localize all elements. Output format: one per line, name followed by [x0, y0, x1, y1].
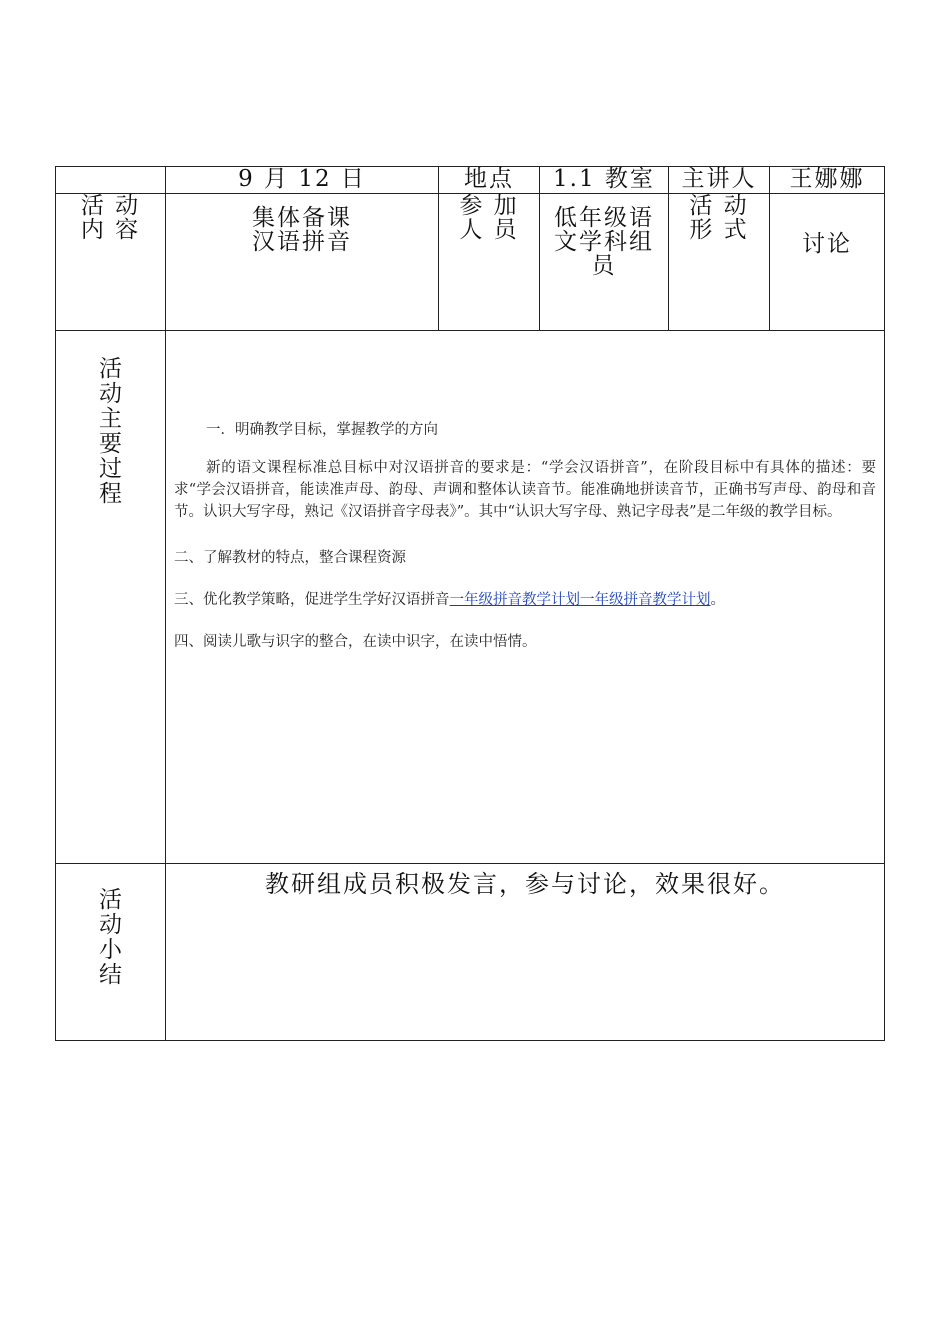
date-cell: 9 月 12 日 — [166, 167, 439, 194]
participants-label-cell — [439, 194, 540, 331]
content-label-cell — [56, 194, 166, 331]
activity-record-table — [55, 166, 885, 1041]
process-item-3 — [174, 589, 876, 611]
info-row — [56, 194, 885, 331]
process-item-4: 四、阅读儿歌与识字的整合，在读中识字，在读中悟情。 — [174, 634, 537, 650]
form-value-cell — [770, 194, 885, 331]
process-content-cell — [166, 331, 885, 864]
content-value-line-1: 集体备课 — [252, 205, 352, 231]
form-value: 讨论 — [802, 231, 852, 257]
speaker-label: 主讲人 — [669, 167, 770, 194]
process-label-cell — [56, 331, 166, 864]
summary-label-cell — [56, 864, 166, 1041]
process-item-2: 二、了解教材的特点，整合课程资源 — [174, 550, 406, 566]
content-label-line-2: 内 容 — [80, 217, 141, 243]
process-item-3-suffix: 。 — [710, 592, 725, 608]
form-label-cell — [669, 194, 770, 331]
speaker-value: 王娜娜 — [770, 167, 885, 194]
participants-value-cell — [540, 194, 669, 331]
participants-value-line-1: 低年级语 — [554, 205, 654, 231]
content-value-cell — [166, 194, 439, 331]
process-item-1: 一．明确教学目标，掌握教学的方向 — [206, 422, 438, 438]
form-label-line-1: 活 动 — [689, 193, 749, 219]
teaching-plan-link[interactable]: 一年级拼音教学计划一年级拼音教学计划 — [449, 592, 711, 608]
participants-label-line-2: 人 员 — [459, 217, 519, 243]
header-row — [56, 167, 885, 194]
process-paragraph: 新的语文课程标准总目标中对汉语拼音的要求是：“学会汉语拼音”，在阶段目标中有具体的描述：要求“学会汉语拼音，能读准声母、韵母、声调和整体认读音节。能准确地拼读音节，正确书写声母、韵母和音节。认识大写字母，熟记《汉语拼音字母表》”。其中“认识大写字母、熟记字母表”是二年级的教学目标。 — [174, 460, 876, 520]
content-value-line-2: 汉语拼音 — [252, 229, 352, 255]
summary-text: 教研组成员积极发言，参与讨论，效果很好。 — [166, 864, 885, 1041]
summary-row — [56, 864, 885, 1041]
form-label-line-2: 形 式 — [689, 217, 749, 243]
process-item-3-text: 三、优化教学策略，促进学生学好汉语拼音 — [174, 592, 450, 608]
participants-label-line-1: 参 加 — [459, 193, 519, 219]
location-value: 1.1 教室 — [540, 167, 669, 194]
participants-value-line-2: 文学科组 — [554, 229, 654, 255]
participants-value-line-3: 员 — [591, 253, 617, 279]
process-row — [56, 331, 885, 864]
summary-label: 活动小结 — [99, 887, 122, 988]
content-label-line-1: 活 动 — [80, 193, 141, 219]
header-empty-cell — [56, 167, 166, 194]
process-label: 活动主要过程 — [99, 356, 122, 507]
location-label: 地点 — [439, 167, 540, 194]
